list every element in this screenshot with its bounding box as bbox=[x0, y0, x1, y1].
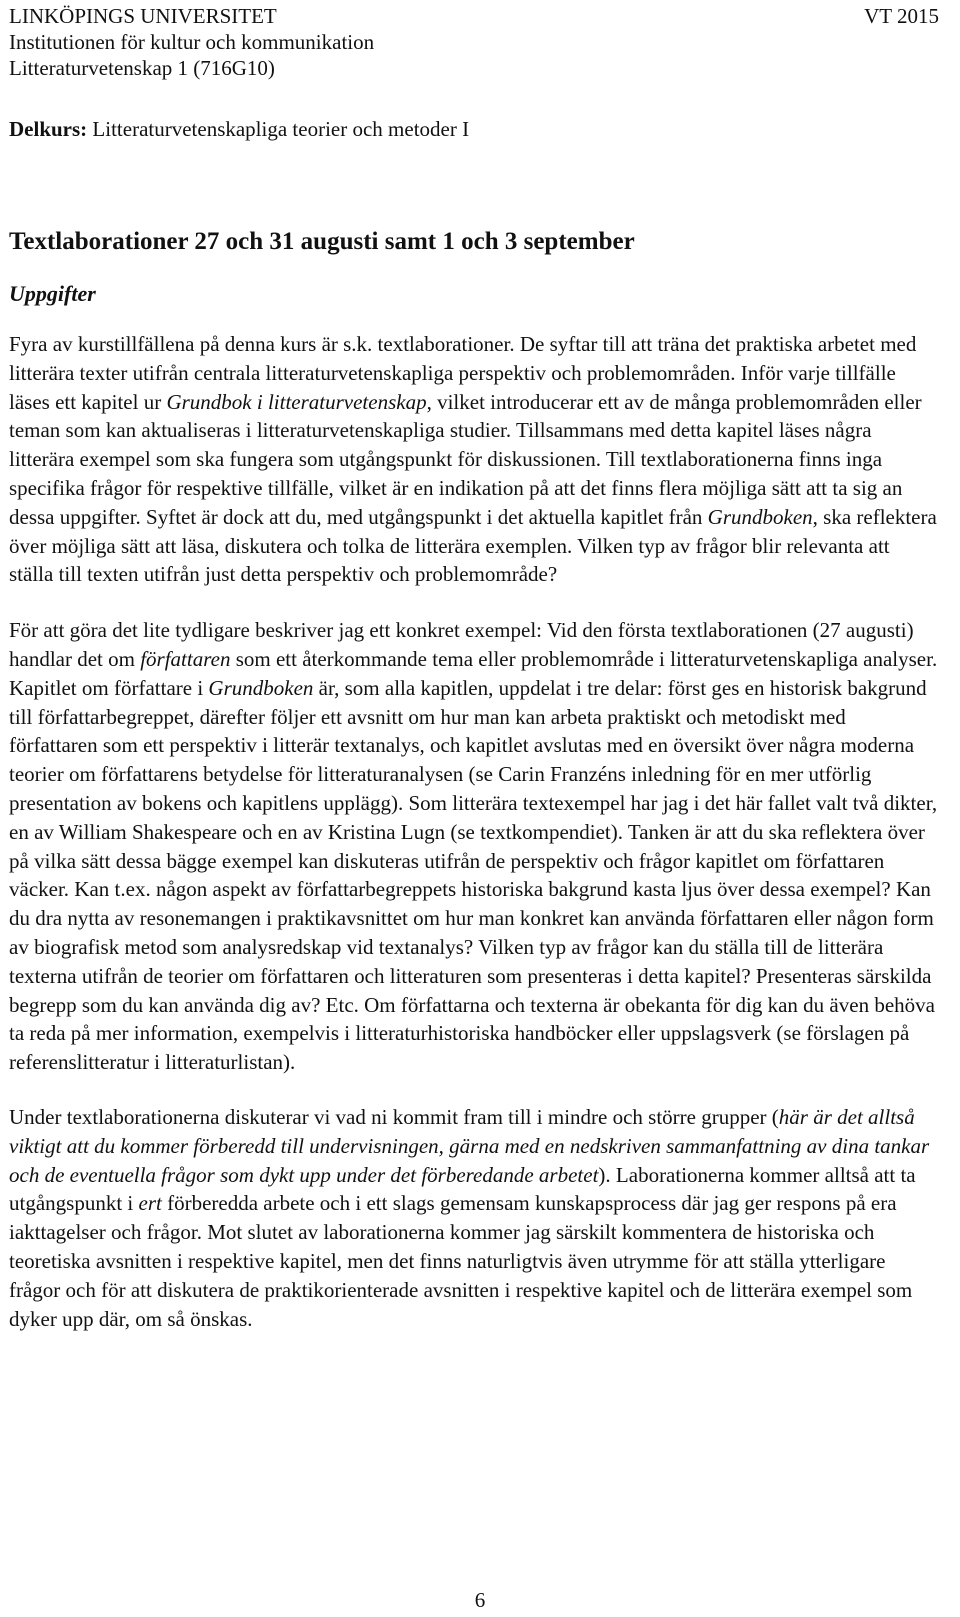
document-title: Textlaborationer 27 och 31 augusti samt 1 och 3 september bbox=[9, 228, 635, 255]
course-line bbox=[9, 116, 939, 142]
italic-run: författaren bbox=[140, 646, 231, 671]
text-run: För att göra det lite tydligare beskriver jag ett konkret exempel: Vid den första textlaborationen (27 augusti) handlar det om bbox=[9, 618, 914, 671]
text-run: som ett återkommande tema eller problemområde i litteraturvetenskapliga analyser. Kapitlet om författare i bbox=[9, 646, 938, 700]
course-name: Litteraturvetenskapliga teorier och metoder I bbox=[92, 117, 470, 141]
text-run: förberedda arbete och i ett slags gemensam kunskapsprocess där jag ger respons på era iakttagelser och frågor. Mot slutet av laborationerna kommer jag särskilt kommentera de historiska och teoretiska avsnitten i respektive kapitel, men det finns naturligtvis även utrymme för att ställa ytterligare frågor och för att diskutera de praktikorienterade avsnitten i respektive kapitel och de litterära exempel som dyker upp där, om så önskas. bbox=[9, 1191, 913, 1331]
text-run: Fyra av kurstillfällena på denna kurs är s.k. textlaborationer. De syftar till att träna det praktiska arbetet med litterära texter utifrån centrala litteraturvetenskapliga perspektiv och problemområden. Inför varje tillfälle läses ett kapitel ur bbox=[9, 332, 917, 414]
text-run: Under textlaborationerna diskuterar vi vad ni kommit fram till i mindre och större grupper ( bbox=[9, 1104, 779, 1129]
italic-run: Grundbok i litteraturvetenskap bbox=[166, 389, 427, 414]
text-run: ). Laborationerna kommer alltså att ta utgångspunkt i bbox=[9, 1162, 916, 1216]
italic-run: Grundboken bbox=[208, 675, 314, 700]
paragraph-intro bbox=[9, 330, 939, 589]
page-number: 6 bbox=[474, 1588, 486, 1612]
document-page bbox=[9, 0, 939, 1333]
italic-run: här är det alltså viktigt att du kommer förberedd till undervisningen, gärna med en nedskriven sammanfattning av dina tankar och de eventuella frågor som dykt upp under det förberedande arbetet bbox=[9, 1104, 930, 1187]
text-run: är, som alla kapitlen, uppdelat i tre delar: först ges en historisk bakgrund till författarbegreppet, därefter följer ett avsnitt om hur man kan arbeta praktiskt och metodiskt med författaren som ett perspektiv i litterär textanalys, och kapitlet avslutas med en översikt över några moderna teorier om författarens betydelse för litteraturanalysen (se Carin Franzéns inledning för en mer utförlig presentation av bokens och kapitlens upplägg). Som litterära textexempel har jag i det här fallet valt två dikter, en av William Shakespeare och en av Kristina Lugn (se textkompendiet). Tanken är att du ska reflektera över på vilka sätt dessa bägge exempel kan diskuteras utifrån de perspektiv och frågor kapitlet om författaren väcker. Kan t.ex. någon aspekt av författarbegreppets historiska bakgrund kasta ljus över dessa exempel? Kan du dra nytta av resonemangen i praktikavsnittet om hur man konkret kan använda författaren eller någon form av biografisk metod som analysredskap vid textanalys? Vilken typ av frågor kan du ställa till de litterära texterna utifrån de teorier om författaren och litteraturen som presenteras i detta kapitel? Presenteras särskilda begrepp som du kan använda dig av? Etc. Om författarna och texterna är obekanta för dig kan du även behöva ta reda på mer information, exempelvis i litteraturhistoriska handböcker eller uppslagsverk (se förslagen på referenslitteratur i litteraturlistan). bbox=[9, 675, 938, 1075]
university-name: LINKÖPINGS UNIVERSITET bbox=[9, 4, 277, 28]
italic-run: Grundboken bbox=[707, 504, 813, 529]
document-header bbox=[9, 0, 939, 81]
course-code: Litteraturvetenskap 1 (716G10) bbox=[9, 56, 275, 80]
text-run: , vilket introducerar ett av de många problemområden eller teman som kan aktualiseras i litteraturvetenskapliga studier. Tillsammans med detta kapitel läses några litterära exempel som ska fungera som utgångspunkt för diskussionen. Till textlaborationerna finns inga specifika frågor för respektive tillfälle, vilket är en indikation på att det finns flera möjliga sätt att ta sig an dessa uppgifter. Syftet är dock att du, med utgångspunkt i det aktuella kapitlet från bbox=[9, 389, 922, 529]
text-run: , ska reflektera över möjliga sätt att läsa, diskutera och tolka de litterära exemplen. Vilken typ av frågor blir relevanta att ställa till texten utifrån just detta perspektiv och problemområde? bbox=[9, 504, 937, 587]
italic-run: ert bbox=[138, 1191, 162, 1216]
institution-name: Institutionen för kultur och kommunikation bbox=[9, 30, 375, 54]
section-heading: Uppgifter bbox=[9, 281, 96, 306]
course-label: Delkurs: bbox=[9, 117, 88, 141]
paragraph-sessions bbox=[9, 1103, 939, 1333]
paragraph-example bbox=[9, 616, 939, 1077]
term-label: VT 2015 bbox=[864, 4, 939, 28]
